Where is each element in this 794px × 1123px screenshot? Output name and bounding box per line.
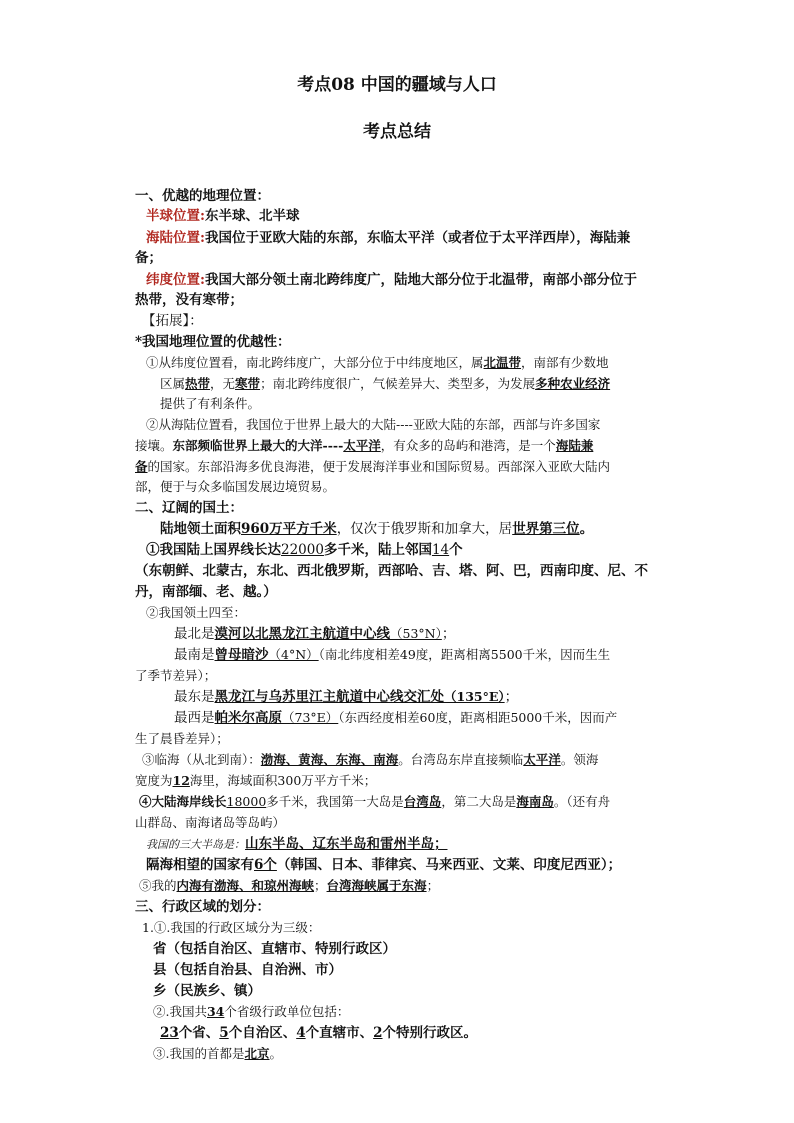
text-span: 宽度为 [135, 773, 173, 788]
text-span: ，第二大岛是 [441, 794, 517, 809]
hemisphere-position [146, 206, 299, 226]
land-sea-advantage-3 [135, 457, 610, 477]
taiwan-island: 台湾岛 [403, 794, 442, 809]
text-span: 最北是 [174, 626, 215, 642]
southernmost-place: 曾母暗沙 [214, 647, 269, 663]
easternmost [174, 687, 518, 707]
westernmost-place: 帕米尔高原 [214, 710, 282, 726]
land-sea-advantage-2 [135, 436, 593, 456]
text-span: ；南北跨纬度很广，气候差异大、类型多，为发展 [260, 376, 536, 391]
section-2-heading: 二、辽阔的国土： [135, 500, 243, 516]
latitude-advantage-3: 提供了有利条件。 [160, 396, 261, 411]
text-span: 最东是 [174, 689, 215, 705]
westernmost-note: 生了晨昏差异）； [135, 731, 229, 746]
section-3-heading: 三、行政区域的划分： [135, 899, 270, 915]
adjacent-seas [142, 750, 598, 770]
latitude-advantage-2 [160, 374, 610, 394]
text-span: （南北纬度相差49度，距离相离5500千米，因而生生 [318, 647, 611, 662]
pacific-ocean: 太平洋 [343, 438, 381, 453]
text-span: 个省级行政单位包括： [224, 1004, 350, 1019]
westernmost [174, 708, 617, 728]
southernmost-coord: （4°N） [268, 647, 319, 662]
text-span: 区属 [160, 376, 186, 391]
inland-sea-list: 内海有渤海、和琼州海峡 [176, 878, 315, 893]
text-span: 东部频临世界上最大的大洋---- [172, 438, 344, 453]
autonomous-region-count: 5 [219, 1025, 229, 1041]
text-span: 多千米，陆上邻国 [323, 542, 432, 558]
text-span: （韩国、日本、菲律宾、马来西亚、文莱、印度尼西亚）； [276, 857, 622, 873]
text-span: ⑤我的 [139, 878, 177, 893]
tropical-zone: 热带 [185, 376, 211, 391]
territorial-width: 12 [172, 773, 190, 788]
easternmost-place: 黑龙江与乌苏里江主航道中心线交汇处 [214, 689, 444, 705]
border-length [146, 540, 463, 560]
text-span: 我国的三大半岛是： [146, 838, 245, 851]
latitude-text-2: 热带，没有寒带； [135, 292, 243, 308]
peninsulas-list: 山东半岛、辽东半岛和雷州半岛； [245, 836, 448, 852]
taiwan-strait: 台湾海峡属于东海 [326, 878, 427, 893]
land-sea-text-1: 我国位于亚欧大陆的东部，东临太平洋（或者位于太平洋西岸），海陆兼 [204, 230, 631, 246]
text-span: 。（还有舟 [553, 794, 611, 809]
coastline [139, 792, 610, 812]
page-subtitle: 考点总结 [363, 122, 431, 142]
page-title: 考点08 中国的疆域与人口 [297, 75, 497, 95]
text-span: ； [504, 689, 519, 705]
text-span: ②.我国共 [153, 1004, 207, 1019]
municipality-count: 4 [296, 1025, 306, 1041]
border-length-value: 22000 [281, 542, 324, 558]
text-span: 。领海 [560, 752, 599, 767]
text-span: ； [426, 878, 440, 893]
capital-city: 北京 [244, 1046, 270, 1061]
text-span: 。 [269, 1046, 283, 1061]
text-span: ，仅次于俄罗斯和加拿大，居 [336, 521, 513, 537]
neighbors-line-2: 丹，南部缅、老、越。） [135, 584, 277, 600]
text-span: 个特别行政区。 [382, 1025, 478, 1041]
diverse-agriculture: 多种农业经济 [535, 376, 611, 391]
land-sea-position [146, 228, 630, 248]
latitude-text-1: 我国大部分领土南北跨纬度广，陆地大部分位于北温带，南部小部分位于 [204, 272, 637, 288]
three-peninsulas [146, 834, 448, 855]
text-span: ④大陆海岸线长 [139, 794, 227, 809]
area-value: 960万平方千米 [241, 521, 337, 537]
text-span: ，南部有少数地 [521, 355, 609, 370]
text-span: 最西是 [174, 710, 215, 726]
territorial-sea [135, 771, 376, 791]
hemisphere-label: 半球位置: [146, 208, 205, 224]
land-sea-text-2: 备； [135, 250, 162, 266]
provincial-units [153, 1002, 349, 1022]
text-span: 多千米，我国第一大岛是 [266, 794, 404, 809]
neighbors-line-1: （东朝鲜、北蒙古，东北、西北俄罗斯，西部哈、吉、塔、阿、巴，西南印度、尼、不 [135, 563, 648, 579]
text-span: ①从纬度位置看，南北跨纬度广，大部分位于中纬度地区，属 [146, 355, 484, 370]
coastline-note: 山群岛、南海诸岛等岛屿） [135, 815, 286, 830]
text-span: ③临海（从北到南）： [142, 752, 261, 767]
land-area [160, 519, 593, 539]
latitude-label: 纬度位置: [146, 272, 205, 288]
westernmost-coord: （73°E） [282, 710, 339, 725]
extension-label: 【拓展】： [142, 313, 203, 329]
text-span: 接壤。 [135, 438, 173, 453]
text-span: 个自治区、 [228, 1025, 297, 1041]
four-seas: 渤海、黄海、东海、南海 [260, 752, 399, 767]
text-span: ①我国陆上国界线长达 [146, 542, 281, 558]
latitude-advantage-1 [146, 353, 609, 373]
provincial-breakdown [160, 1023, 477, 1043]
text-span: 最南是 [174, 647, 215, 663]
northernmost-place: 漠河以北黑龙江主航道中心线 [214, 626, 390, 642]
text-span: 陆地领土面积 [160, 521, 241, 537]
text-span: 隔海相望的国家有 [146, 857, 254, 873]
northernmost-coord: （53°N） [390, 626, 442, 641]
text-span: 的国家。东部沿海多优良海港，便于发展海洋事业和国际贸易。西部深入亚欧大陆内 [147, 459, 611, 474]
text-span: 海里，海域面积300万平方千米； [189, 773, 377, 788]
hemisphere-text: 东半球、北半球 [204, 208, 300, 224]
across-sea-count: 6个 [254, 857, 277, 873]
provincial-unit-count: 34 [206, 1004, 225, 1019]
across-sea-neighbors [146, 855, 621, 875]
latitude-position [146, 270, 637, 290]
text-span: 。 [579, 521, 594, 537]
inland-seas [139, 876, 439, 896]
neighbor-count: 14 [431, 542, 450, 558]
province-level: 省（包括自治区、直辖市、特别行政区） [153, 941, 396, 957]
sar-count: 2 [373, 1025, 383, 1041]
text-span: 个省、 [178, 1025, 220, 1041]
land-sea-both: 海陆兼 [555, 438, 594, 453]
easternmost-coord: （135°E） [444, 689, 505, 704]
capital-line [153, 1044, 282, 1064]
north-temperate-zone: 北温带 [483, 355, 522, 370]
county-level: 县（包括自治县、自治洲、市） [153, 962, 342, 978]
township-level: 乡（民族乡、镇） [153, 983, 261, 999]
land-sea-label: 海陆位置: [146, 230, 205, 246]
text-span: ； [441, 626, 456, 642]
text-span: 个直辖市、 [305, 1025, 374, 1041]
pacific-ocean: 太平洋 [523, 752, 561, 767]
text-span: 。台湾岛东岸直接频临 [398, 752, 524, 767]
section-1-heading: 一、优越的地理位置： [135, 188, 270, 204]
territory-extremes-heading: ②我国领土四至： [146, 605, 247, 620]
southernmost-note: 了季节差异）； [135, 668, 217, 683]
text-span: ③.我国的首都是 [153, 1046, 245, 1061]
province-count: 23 [160, 1025, 179, 1041]
admin-levels: 1.①.我国的行政区域分为三级： [142, 920, 321, 935]
text-span: ，无 [210, 376, 236, 391]
hainan-island: 海南岛 [516, 794, 554, 809]
land-sea-both-end: 备 [135, 459, 148, 474]
frigid-zone: 寒带 [235, 376, 261, 391]
text-span: ，有众多的岛屿和港湾，是一个 [380, 438, 556, 453]
land-sea-advantage-1: ②从海陆位置看，我国位于世界上最大的大陆----亚欧大陆的东部，西部与许多国家 [146, 417, 601, 432]
northernmost [174, 624, 455, 644]
text-span: （东西经度相差60度，距离相距5000千米，因而产 [338, 710, 618, 725]
southernmost [174, 645, 610, 665]
text-span: ； [314, 878, 327, 893]
land-sea-advantage-4: 部，便于与众多临国发展边境贸易。 [135, 479, 336, 494]
advantage-heading: *我国地理位置的优越性： [135, 334, 291, 350]
text-span: 个 [449, 542, 463, 558]
world-rank: 世界第三位 [512, 521, 580, 537]
coastline-length: 18000 [226, 794, 267, 809]
